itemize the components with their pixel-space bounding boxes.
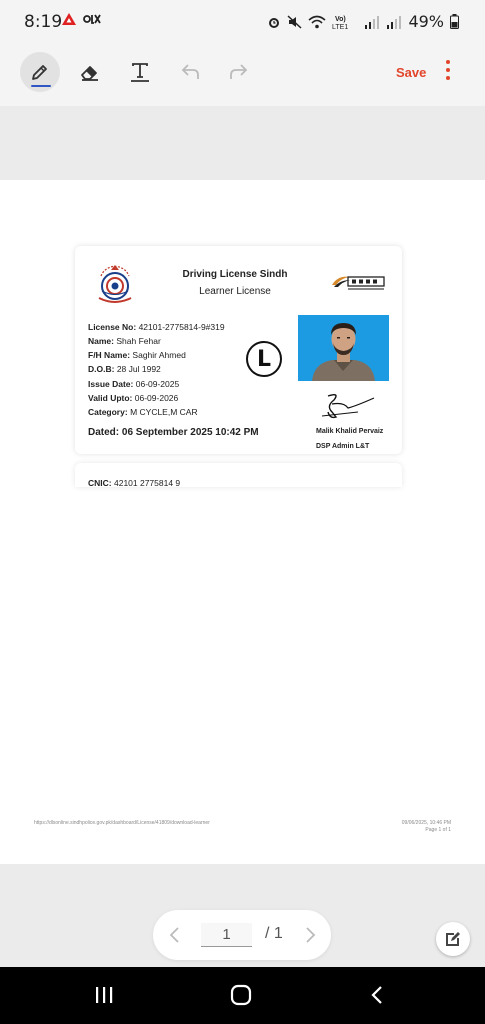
page-footer-url: https://dlsonline.sindhpolice.gov.pk/dashboard/License/41809/download-learner	[34, 820, 210, 826]
category-label: Category:	[88, 407, 128, 417]
signer-name: Malik Khalid Pervaiz	[316, 428, 384, 435]
page-footer-meta	[402, 820, 451, 834]
issue-date-label: Issue Date:	[88, 379, 134, 389]
dls-logo-icon	[330, 274, 388, 292]
cnic-field	[88, 478, 180, 487]
page-footer-date: 09/06/2025, 10:46 PM	[401, 820, 451, 826]
license-card-back	[75, 463, 402, 487]
text-icon	[129, 61, 151, 83]
valid-upto-value: 06-09-2026	[134, 393, 179, 403]
issue-date-value: 06-09-2025	[135, 379, 180, 389]
wifi-icon	[308, 15, 326, 29]
status-time: 8:19	[24, 12, 63, 32]
issue-date-field	[88, 379, 179, 389]
home-button[interactable]	[226, 983, 256, 1007]
more-dot-icon	[446, 68, 450, 72]
redo-icon	[228, 62, 250, 82]
eraser-icon	[79, 62, 101, 82]
previous-page-button[interactable]	[167, 924, 183, 946]
license-photo	[298, 315, 389, 381]
pen-icon	[30, 62, 50, 82]
name-field	[88, 336, 161, 346]
system-nav-bar	[0, 967, 485, 1024]
signer-title: DSP Admin L&T	[316, 443, 370, 450]
adobe-acrobat-icon	[61, 12, 77, 26]
dated-line: Dated: 06 September 2025 10:42 PM	[88, 427, 259, 438]
page-total: / 1	[265, 925, 283, 942]
signal-icon-2	[386, 15, 402, 29]
document-top-margin	[0, 106, 485, 180]
undo-icon	[179, 62, 201, 82]
dob-label: D.O.B:	[88, 364, 115, 374]
license-no-label: License No:	[88, 322, 137, 332]
cnic-label: CNIC:	[88, 478, 112, 487]
name-value: Shah Fehar	[116, 336, 161, 346]
dob-field	[88, 364, 161, 374]
signal-icon	[364, 15, 380, 29]
text-tool-button[interactable]	[120, 52, 160, 92]
more-dot-icon	[446, 76, 450, 80]
network-label: LTE1	[332, 23, 349, 30]
dob-value: 28 Jul 1992	[116, 364, 161, 374]
save-button[interactable]: Save	[396, 65, 427, 80]
back-button[interactable]	[362, 983, 392, 1007]
recent-apps-icon	[93, 985, 115, 1005]
next-page-button[interactable]	[302, 924, 318, 946]
back-icon	[369, 984, 385, 1006]
status-right-icons	[267, 12, 459, 31]
license-no-value: 42101-2775814-9#319	[138, 322, 225, 332]
battery-percent: 49%	[408, 12, 444, 31]
undo-button[interactable]	[170, 52, 210, 92]
status-left-icons	[61, 12, 101, 26]
sindh-police-seal-icon	[89, 258, 141, 306]
volte-icon	[332, 14, 358, 30]
edit-note-icon	[444, 930, 462, 948]
page-footer-page: Page 1 of 1	[425, 827, 451, 833]
battery-icon	[450, 14, 459, 29]
status-bar	[0, 0, 485, 44]
license-card	[75, 246, 402, 454]
active-tool-indicator	[31, 85, 51, 87]
page-number-input[interactable]	[201, 923, 252, 947]
fh-name-field	[88, 350, 186, 360]
recent-apps-button[interactable]	[89, 983, 119, 1007]
alarm-icon	[267, 15, 281, 29]
home-icon	[230, 984, 252, 1006]
mute-icon	[287, 15, 302, 29]
cnic-value: 42101 2775814 9	[113, 478, 181, 487]
category-value: M CYCLE,M CAR	[130, 407, 198, 417]
category-field	[88, 407, 198, 417]
svg-text:Vo): Vo)	[335, 15, 347, 23]
fh-name-label: F/H Name:	[88, 350, 131, 360]
olx-icon	[83, 13, 101, 25]
valid-upto-label: Valid Upto:	[88, 393, 133, 403]
signature-image	[318, 390, 378, 422]
fh-name-value: Saghir Ahmed	[132, 350, 186, 360]
more-dot-icon	[446, 60, 450, 64]
edit-document-button[interactable]	[436, 922, 470, 956]
more-options-button[interactable]	[444, 60, 452, 84]
name-label: Name:	[88, 336, 114, 346]
eraser-tool-button[interactable]	[70, 52, 110, 92]
annotation-toolbar	[0, 44, 485, 106]
page-navigator	[153, 910, 331, 960]
card-title: Driving License Sindh	[182, 269, 288, 280]
redo-button[interactable]	[219, 52, 259, 92]
valid-upto-field	[88, 393, 178, 403]
learner-badge: L	[246, 341, 282, 377]
card-subtitle: Learner License	[199, 286, 271, 297]
license-no-field	[88, 322, 225, 332]
person-photo-icon	[298, 315, 389, 381]
